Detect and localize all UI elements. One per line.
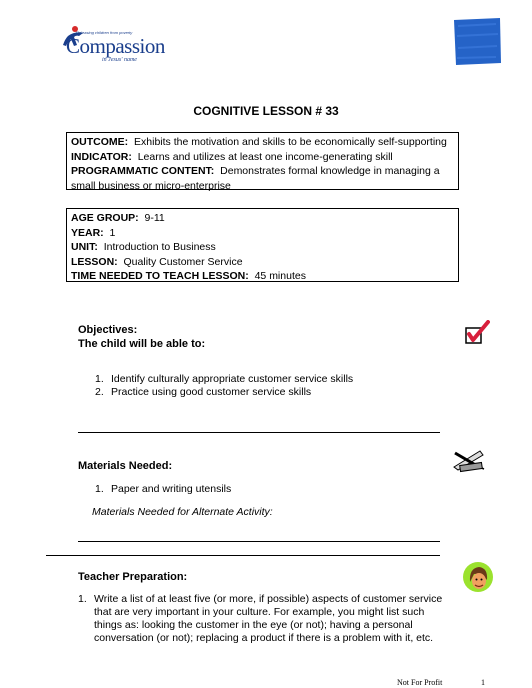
time-value: 45 minutes xyxy=(254,270,306,283)
list-item: 2. Practice using good customer service skills xyxy=(95,386,312,398)
lesson-line xyxy=(71,255,454,270)
lesson-info-box xyxy=(66,208,459,282)
logo-tagline: Releasing children from poverty xyxy=(76,30,133,35)
teacher-prep-heading: Teacher Preparation: xyxy=(78,571,188,583)
lesson-title: COGNITIVE LESSON # 33 xyxy=(193,104,339,118)
time-label: TIME NEEDED TO TEACH LESSON: xyxy=(71,270,249,283)
teacher-face-icon xyxy=(460,560,496,594)
teacher-prep-list xyxy=(78,593,458,645)
compassion-logo xyxy=(52,24,172,68)
pencil-ruler-icon xyxy=(452,447,486,473)
programmatic-line xyxy=(71,164,454,179)
indicator-label: INDICATOR: xyxy=(71,150,132,163)
corner-decoration xyxy=(452,16,502,66)
section-divider xyxy=(78,432,440,433)
logo-subline: in Jesus' name xyxy=(102,57,137,63)
list-item: 1. Write a list of at least five (or more, if possible) aspects of customer service that are very important in your culture. For example, you might list such things as: looking the customer in the eye (or not); having a personal conversation (or not); replacing a product if there is a problem with it, etc. xyxy=(78,593,443,644)
time-line xyxy=(71,269,454,284)
lesson-label: LESSON: xyxy=(71,255,118,268)
programmatic-value-1: Demonstrates formal knowledge in managing a xyxy=(220,165,440,178)
age-group-line xyxy=(71,211,454,226)
age-group-value: 9-11 xyxy=(144,212,165,224)
section-divider xyxy=(78,541,440,542)
programmatic-label: PROGRAMMATIC CONTENT: xyxy=(71,165,215,178)
age-group-label: AGE GROUP: xyxy=(71,212,139,224)
materials-list xyxy=(95,483,231,496)
logo-wordmark: Compassion xyxy=(66,34,165,58)
list-item: 1. Paper and writing utensils xyxy=(95,483,232,495)
lesson-value: Quality Customer Service xyxy=(123,255,243,268)
list-item: 1. Identify culturally appropriate customer service skills xyxy=(95,373,354,385)
objectives-title: Objectives: xyxy=(78,324,138,336)
outcome-line xyxy=(71,135,454,150)
objectives-heading xyxy=(78,323,205,351)
checkbox-check-icon xyxy=(464,320,490,346)
unit-value: Introduction to Business xyxy=(103,241,216,254)
section-divider xyxy=(46,555,440,556)
indicator-line xyxy=(71,150,454,165)
page-number: 1 xyxy=(481,678,485,687)
year-line xyxy=(71,226,454,241)
indicator-value: Learns and utilizes at least one income-generating skill xyxy=(137,150,393,163)
year-value: 1 xyxy=(109,226,116,239)
objectives-list xyxy=(95,373,353,399)
alternate-materials-label: Materials Needed for Alternate Activity: xyxy=(92,506,273,518)
year-label: YEAR: xyxy=(71,226,104,239)
unit-line xyxy=(71,240,454,255)
teacher-prep-text: Write a list of at least five (or more, if possible) aspects of customer service that are very important in your culture. For example, you might list such things as: looking the customer in the eye (or not); having a personal conversation (or not); replacing a product if there is a problem with it, etc. xyxy=(94,593,443,644)
outcome-box xyxy=(66,132,459,190)
materials-heading: Materials Needed: xyxy=(78,460,173,472)
outcome-label: OUTCOME: xyxy=(71,136,129,148)
unit-label: UNIT: xyxy=(71,241,98,254)
programmatic-value-2: small business or micro-enterprise xyxy=(71,179,231,192)
footer-notice: Not For Profit xyxy=(397,678,443,687)
objectives-subtitle: The child will be able to: xyxy=(78,338,206,350)
outcome-value: Exhibits the motivation and skills to be economically self-supporting xyxy=(134,136,447,148)
